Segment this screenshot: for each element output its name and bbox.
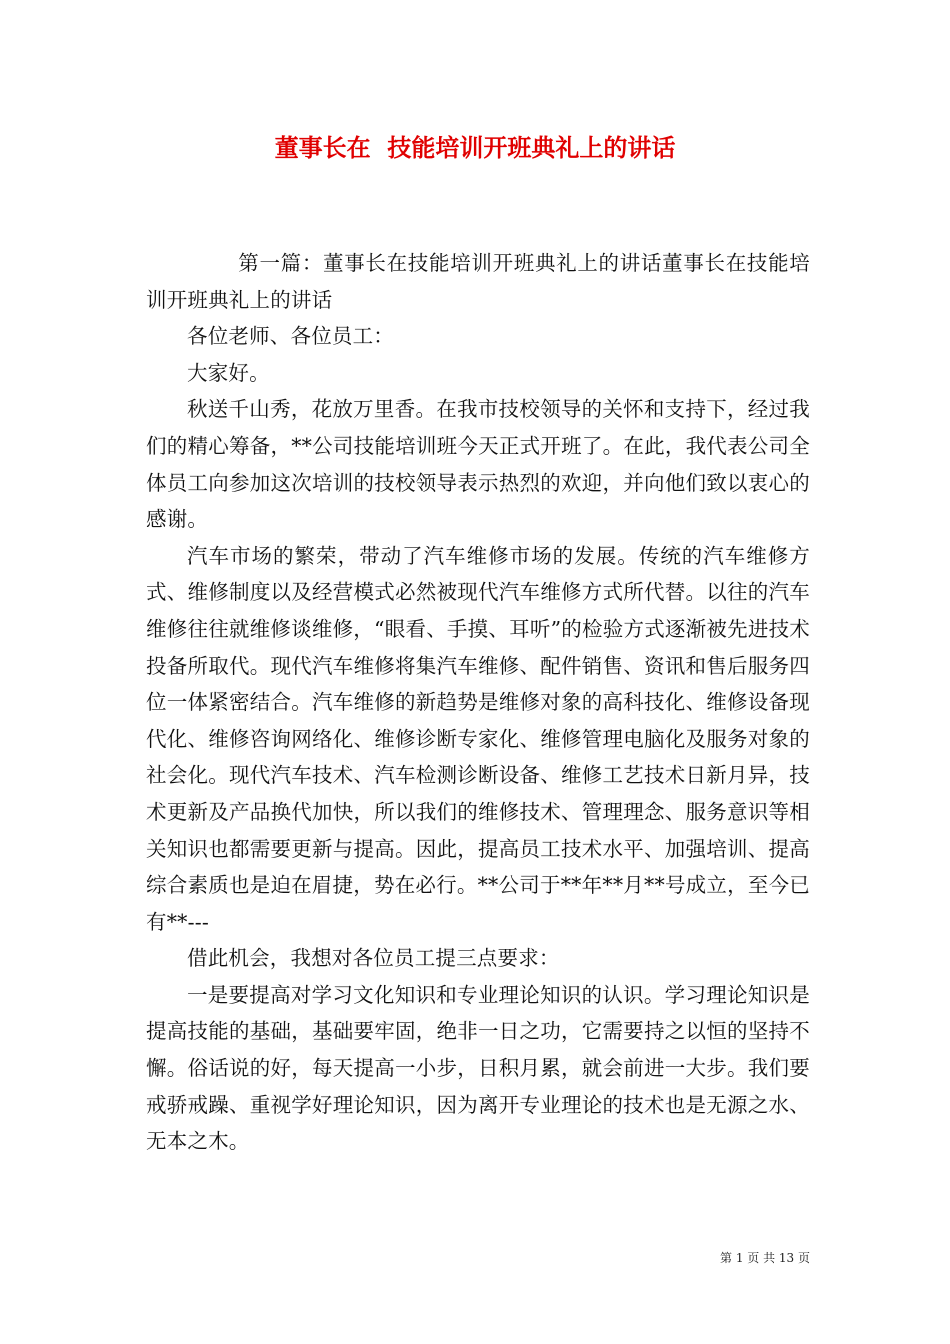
- document-title: 董事长在 技能培训开班典礼上的讲话: [274, 134, 676, 162]
- document-body: [146, 245, 810, 1160]
- paragraph-welcome: 秋送千山秀，花放万里香。在我市技校领导的关怀和支持下，经过我们的精心筹备，**公司技能培训班今天正式开班了。在此，我代表公司全体员工向参加这次培训的技校领导表示热烈的欢迎，并向他们致以衷心的感谢。: [146, 397, 810, 532]
- paragraph-requirements-intro: 借此机会，我想对各位员工提三点要求：: [187, 946, 560, 971]
- page-number-footer: 第 1 页 共 13 页: [720, 1251, 810, 1265]
- paragraph-intro-heading: 第一篇：董事长在技能培训开班典礼上的讲话董事长在技能培训开班典礼上的讲话: [146, 251, 810, 312]
- paragraph-greeting: 大家好。: [187, 360, 270, 385]
- paragraph-salutation: 各位老师、各位员工：: [187, 324, 394, 349]
- paragraph-market: 汽车市场的繁荣，带动了汽车维修市场的发展。传统的汽车维修方式、维修制度以及经营模式必然被现代汽车维修方式所代替。以往的汽车维修往往就维修谈维修，“眼看、手摸、耳听”的检验方式逐渐被先进技术投备所取代。现代汽车维修将集汽车维修、配件销售、资讯和售后服务四位一体紧密结合。汽车维修的新趋势是维修对象的高科技化、维修设备现代化、维修咨询网络化、维修诊断专家化、维修管理电脑化及服务对象的社会化。现代汽车技术、汽车检测诊断设备、维修工艺技术日新月异，技术更新及产品换代加快，所以我们的维修技术、管理理念、服务意识等相关知识也都需要更新与提高。因此，提高员工技术水平、加强培训、提高综合素质也是迫在眉捷，势在必行。**公司于**年**月**号成立，至今已有**---: [146, 543, 810, 934]
- paragraph-requirement-one: 一是要提高对学习文化知识和专业理论知识的认识。学习理论知识是提高技能的基础，基础要牢固，绝非一日之功，它需要持之以恒的坚持不懈。俗话说的好，每天提高一小步，日积月累，就会前进一大步。我们要戒骄戒躁、重视学好理论知识，因为离开专业理论的技术也是无源之水、无本之木。: [146, 982, 810, 1154]
